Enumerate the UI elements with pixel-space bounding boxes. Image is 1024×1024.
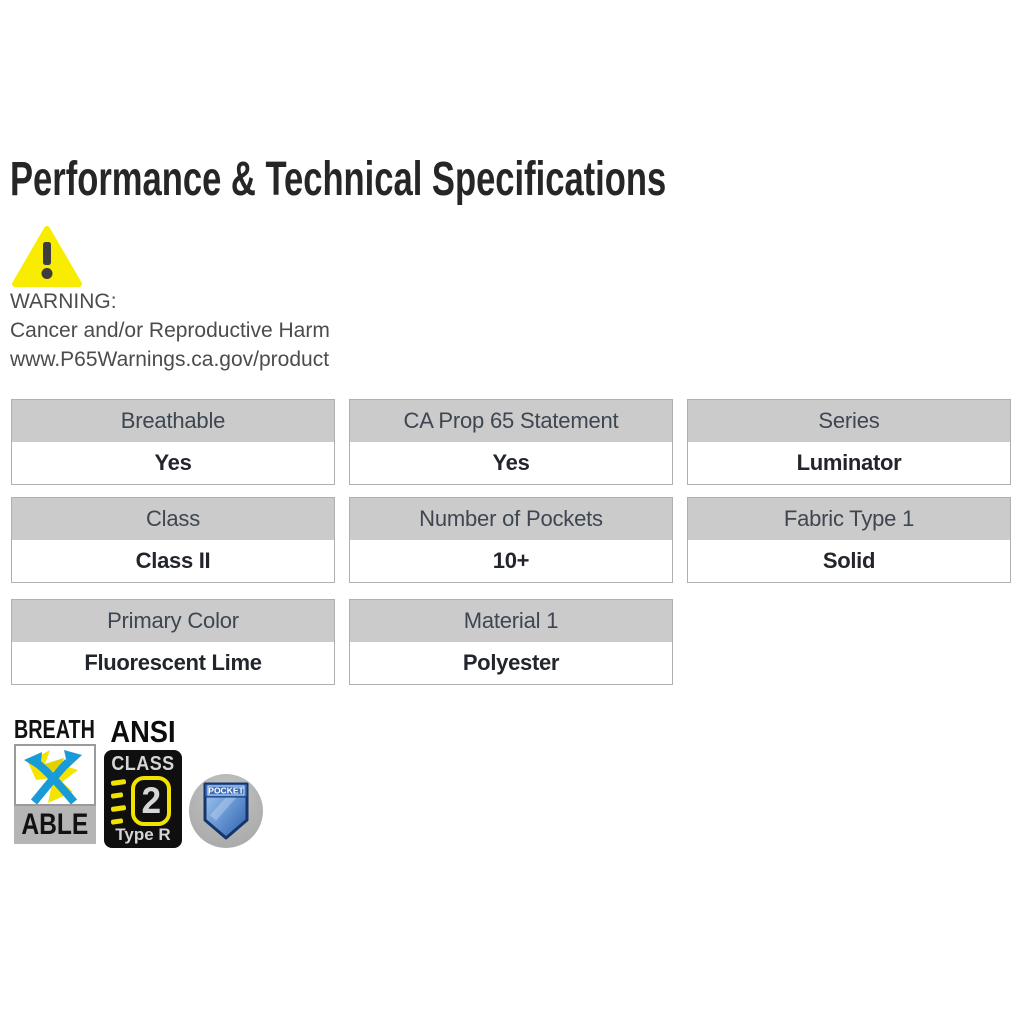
spec-label: Fabric Type 1: [688, 498, 1010, 540]
spec-value: Class II: [135, 548, 211, 573]
page-title: Performance & Technical Specifications: [10, 153, 667, 206]
spec-label: CA Prop 65 Statement: [350, 400, 672, 442]
spec-card-material: [349, 599, 673, 685]
breathable-badge: [14, 714, 96, 844]
ansi-class-2-badge: [104, 716, 182, 848]
warning-heading: WARNING:: [10, 290, 117, 313]
spec-value: Yes: [492, 450, 530, 475]
reflective-stripe-icon: [111, 818, 124, 825]
spec-card-class: [11, 497, 335, 583]
spec-label: Breathable: [12, 400, 334, 442]
pocket-badge: [189, 774, 263, 848]
spec-card-number-of-pockets: [349, 497, 673, 583]
ansi-class-number: 2: [141, 780, 161, 821]
ansi-badge-title: ANSI: [110, 714, 176, 749]
spec-value: Fluorescent Lime: [84, 650, 262, 675]
ansi-type-label: Type R: [115, 825, 171, 844]
spec-card-primary-color: [11, 599, 335, 685]
ansi-class-2-icon: [104, 750, 182, 848]
warning-line: Cancer and/or Reproductive Harm: [10, 319, 330, 342]
pocket-shield-icon: [202, 781, 250, 841]
ansi-class-label: CLASS: [111, 753, 175, 775]
spec-label: Class: [12, 498, 334, 540]
spec-label: Primary Color: [12, 600, 334, 642]
breathable-badge-bottom-label: ABLE: [21, 808, 89, 841]
spec-row-3: [11, 599, 673, 685]
spec-card-ca-prop-65: [349, 399, 673, 485]
breathable-badge-top-label: BREATH: [14, 713, 95, 744]
spec-label: Material 1: [350, 600, 672, 642]
spec-card-series: [687, 399, 1011, 485]
reflective-stripe-icon: [111, 805, 127, 812]
spec-card-breathable: [11, 399, 335, 485]
reflective-stripe-icon: [111, 779, 127, 786]
warning-triangle-icon: [12, 226, 82, 288]
spec-value: 10+: [492, 548, 530, 573]
vest-outline-icon: [131, 776, 171, 826]
spec-row-1: [11, 399, 1011, 485]
spec-value: Luminator: [796, 450, 902, 475]
pocket-badge-label: POCKET: [208, 785, 244, 796]
prop65-warning: [10, 287, 330, 374]
spec-value: Polyester: [462, 650, 560, 675]
p65-warning-link[interactable]: www.P65Warnings.ca.gov/product: [10, 348, 330, 371]
spec-value: Solid: [822, 548, 876, 573]
breathable-icon: [14, 744, 96, 806]
spec-label: Number of Pockets: [350, 498, 672, 540]
spec-card-fabric-type: [687, 497, 1011, 583]
spec-value: Yes: [154, 450, 192, 475]
breathable-badge-bottom: [14, 806, 96, 844]
reflective-stripe-icon: [111, 792, 124, 799]
spec-label: Series: [688, 400, 1010, 442]
spec-row-2: [11, 497, 1011, 583]
